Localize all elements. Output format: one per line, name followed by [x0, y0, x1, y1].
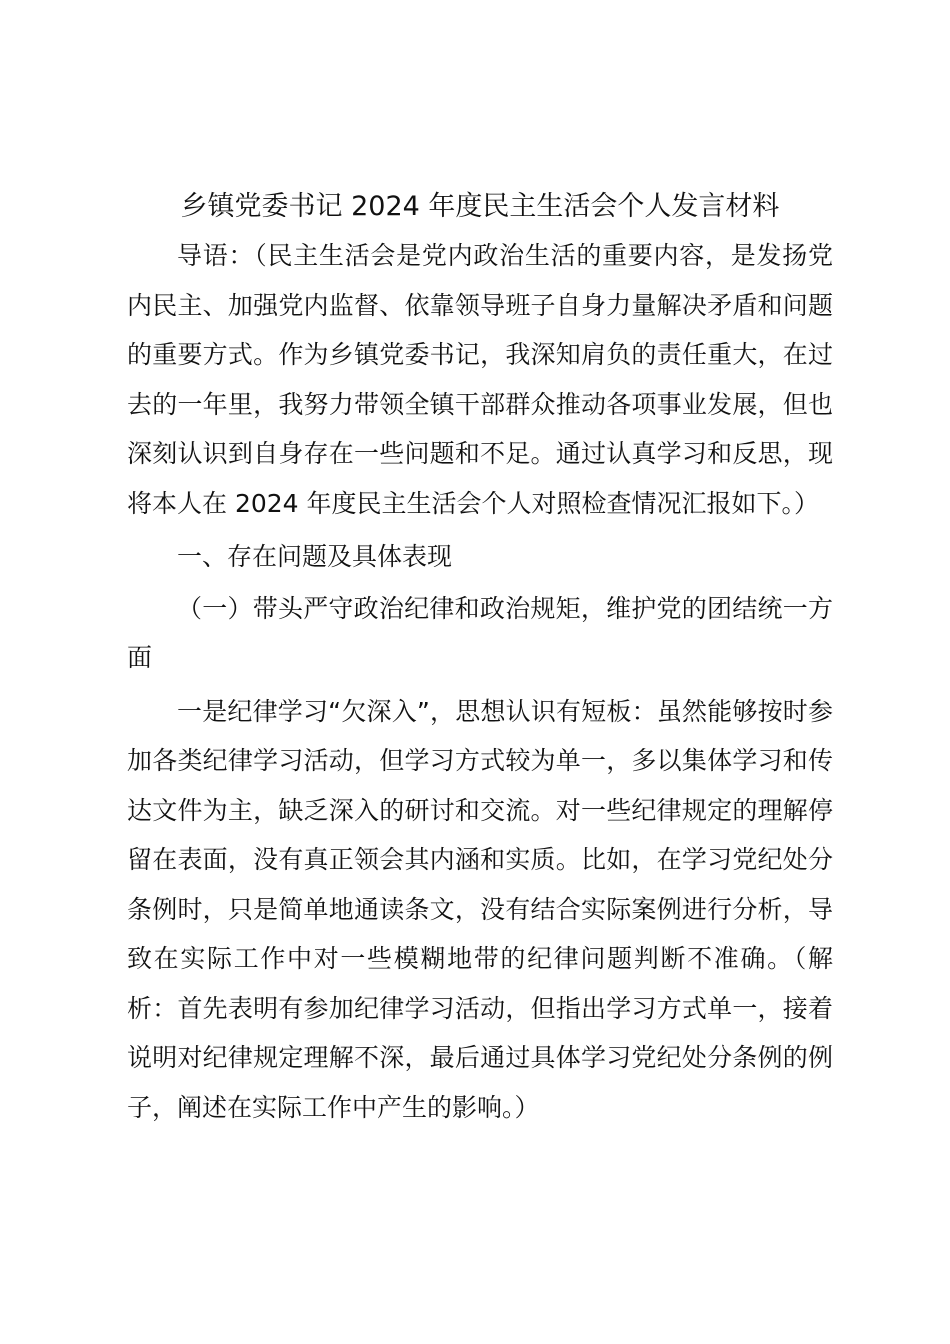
body-paragraph: 一是纪律学习“欠深入”，思想认识有短板：虽然能够按时参加各类纪律学习活动，但学习方式较为单一，多以集体学习和传达文件为主，缺乏深入的研讨和交流。对一些纪律规定的理解停留在表面，没有真正领会其内涵和实质。比如，在学习党纪处分条例时，只是简单地通读条文，没有结合实际案例进行分析，导致在实际工作中对一些模糊地带的纪律问题判断不准确。（解析：首先表明有参加纪律学习活动，但指出学习方式单一，接着说明对纪律规定理解不深，最后通过具体学习党纪处分条例的例子，阐述在实际工作中产生的影响。）: [127, 696, 833, 1122]
section-heading: 一、存在问题及具体表现: [177, 542, 453, 571]
document-body: [127, 231, 833, 1132]
document-title: 乡镇党委书记 2024 年度民主生活会个人发言材料: [180, 191, 780, 222]
subsection-heading: （一）带头严守政治纪律和政治规矩，维护党的团结统一方面: [127, 593, 833, 672]
intro-paragraph: 导语：（民主生活会是党内政治生活的重要内容，是发扬党内民主、加强党内监督、依靠领导班子自身力量解决矛盾和问题的重要方式。作为乡镇党委书记，我深知肩负的责任重大，在过去的一年里，我努力带领全镇干部群众推动各项事业发展，但也深刻认识到自身存在一些问题和不足。通过认真学习和反思，现将本人在 2024 年度民主生活会个人对照检查情况汇报如下。）: [127, 241, 833, 518]
